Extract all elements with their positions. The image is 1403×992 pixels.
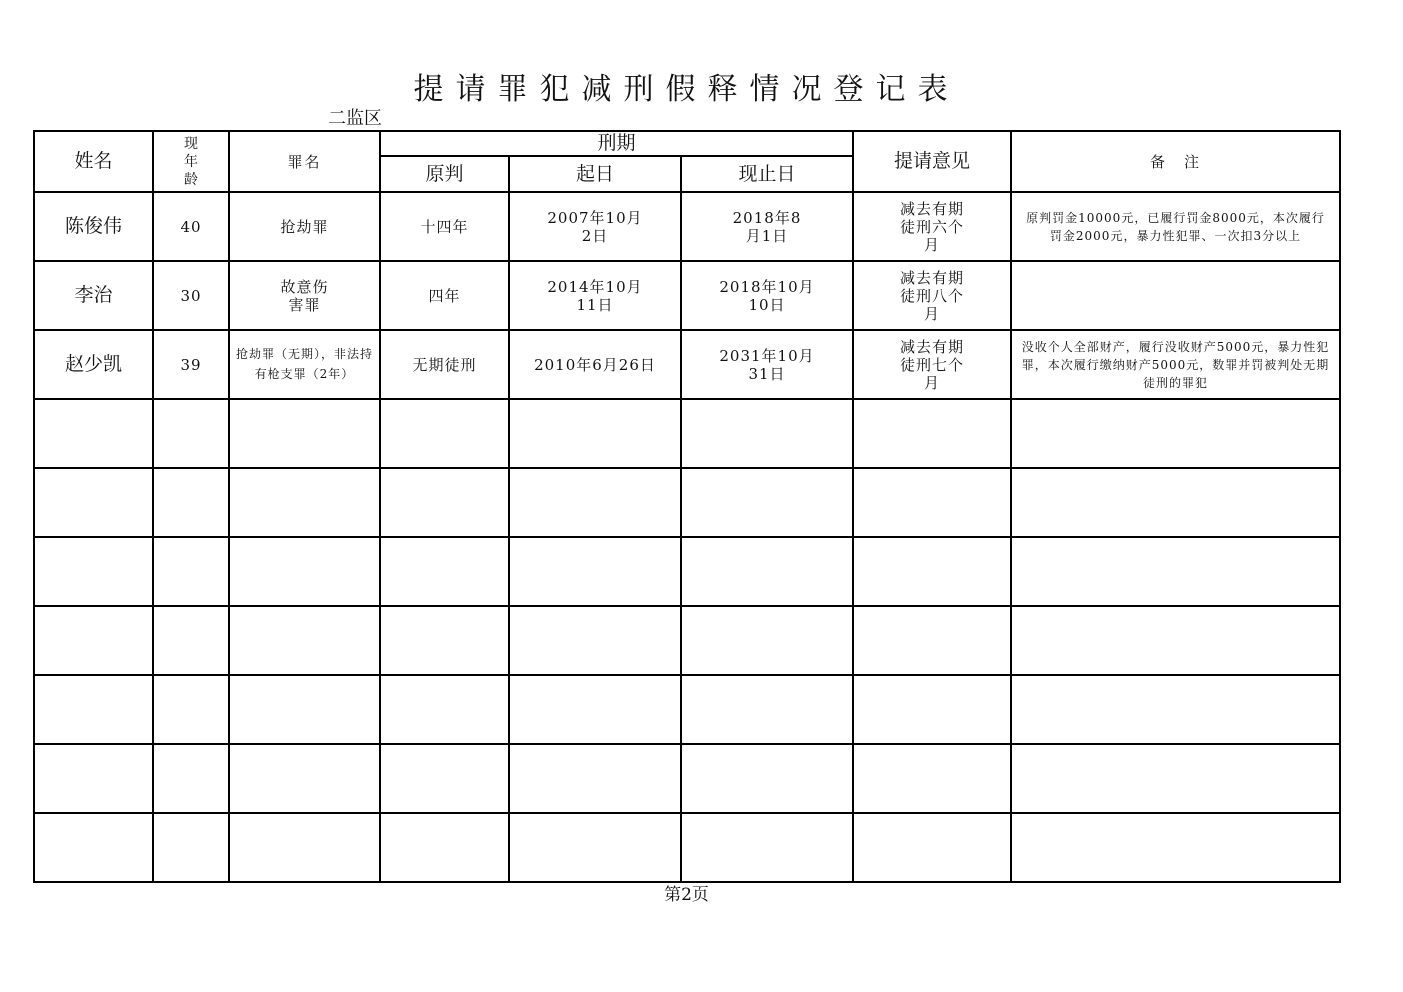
row-crime: 抢劫罪（无期），非法持有枪支罪（2年） — [229, 330, 380, 399]
table-row — [34, 330, 1340, 399]
form-title: 提请罪犯减刑假释情况登记表 — [413, 72, 960, 107]
row-name: 陈俊伟 — [34, 192, 153, 261]
row-crime: 故意伤害罪 — [229, 261, 380, 330]
table-row — [34, 192, 1340, 261]
page-number: 第2页 — [664, 885, 709, 905]
empty-row — [34, 744, 1340, 813]
row-crime: 抢劫罪 — [229, 192, 380, 261]
header-start: 起日 — [509, 156, 681, 192]
row-age: 30 — [153, 261, 229, 330]
row-end: 2018年10月10日 — [681, 261, 853, 330]
header-end: 现止日 — [681, 156, 853, 192]
row-start: 2010年6月26日 — [509, 330, 681, 399]
row-original: 无期徒刑 — [380, 330, 509, 399]
empty-row — [34, 399, 1340, 468]
row-original: 四年 — [380, 261, 509, 330]
row-start: 2007年10月2日 — [509, 192, 681, 261]
empty-row — [34, 813, 1340, 882]
row-end: 2031年10月31日 — [681, 330, 853, 399]
row-end: 2018年8月1日 — [681, 192, 853, 261]
header-opinion: 提请意见 — [853, 131, 1011, 192]
row-name: 李治 — [34, 261, 153, 330]
registration-table — [33, 130, 1341, 883]
row-original: 十四年 — [380, 192, 509, 261]
row-start: 2014年10月11日 — [509, 261, 681, 330]
row-remarks: 原判罚金10000元，已履行罚金8000元，本次履行罚金2000元，暴力性犯罪、一次扣3分以上 — [1011, 192, 1340, 261]
header-name: 姓名 — [34, 131, 153, 192]
header-remarks: 备 注 — [1011, 131, 1340, 192]
row-opinion: 减去有期徒刑六个月 — [853, 192, 1011, 261]
header-sentence-group: 刑期 — [380, 131, 853, 156]
row-age: 40 — [153, 192, 229, 261]
header-crime: 罪名 — [229, 131, 380, 192]
header-age: 现年龄 — [153, 131, 229, 192]
row-opinion: 减去有期徒刑八个月 — [853, 261, 1011, 330]
row-name: 赵少凯 — [34, 330, 153, 399]
prison-district-label: 二监区 — [328, 108, 382, 129]
header-row-top — [34, 131, 1340, 156]
header-original: 原判 — [380, 156, 509, 192]
row-remarks: 没收个人全部财产，履行没收财产5000元，暴力性犯罪，本次履行缴纳财产5000元，数罪并罚被判处无期徒刑的罪犯 — [1011, 330, 1340, 399]
table-row — [34, 261, 1340, 330]
row-remarks — [1011, 261, 1340, 330]
empty-row — [34, 675, 1340, 744]
row-opinion: 减去有期徒刑七个月 — [853, 330, 1011, 399]
empty-row — [34, 606, 1340, 675]
empty-row — [34, 537, 1340, 606]
empty-row — [34, 468, 1340, 537]
row-age: 39 — [153, 330, 229, 399]
